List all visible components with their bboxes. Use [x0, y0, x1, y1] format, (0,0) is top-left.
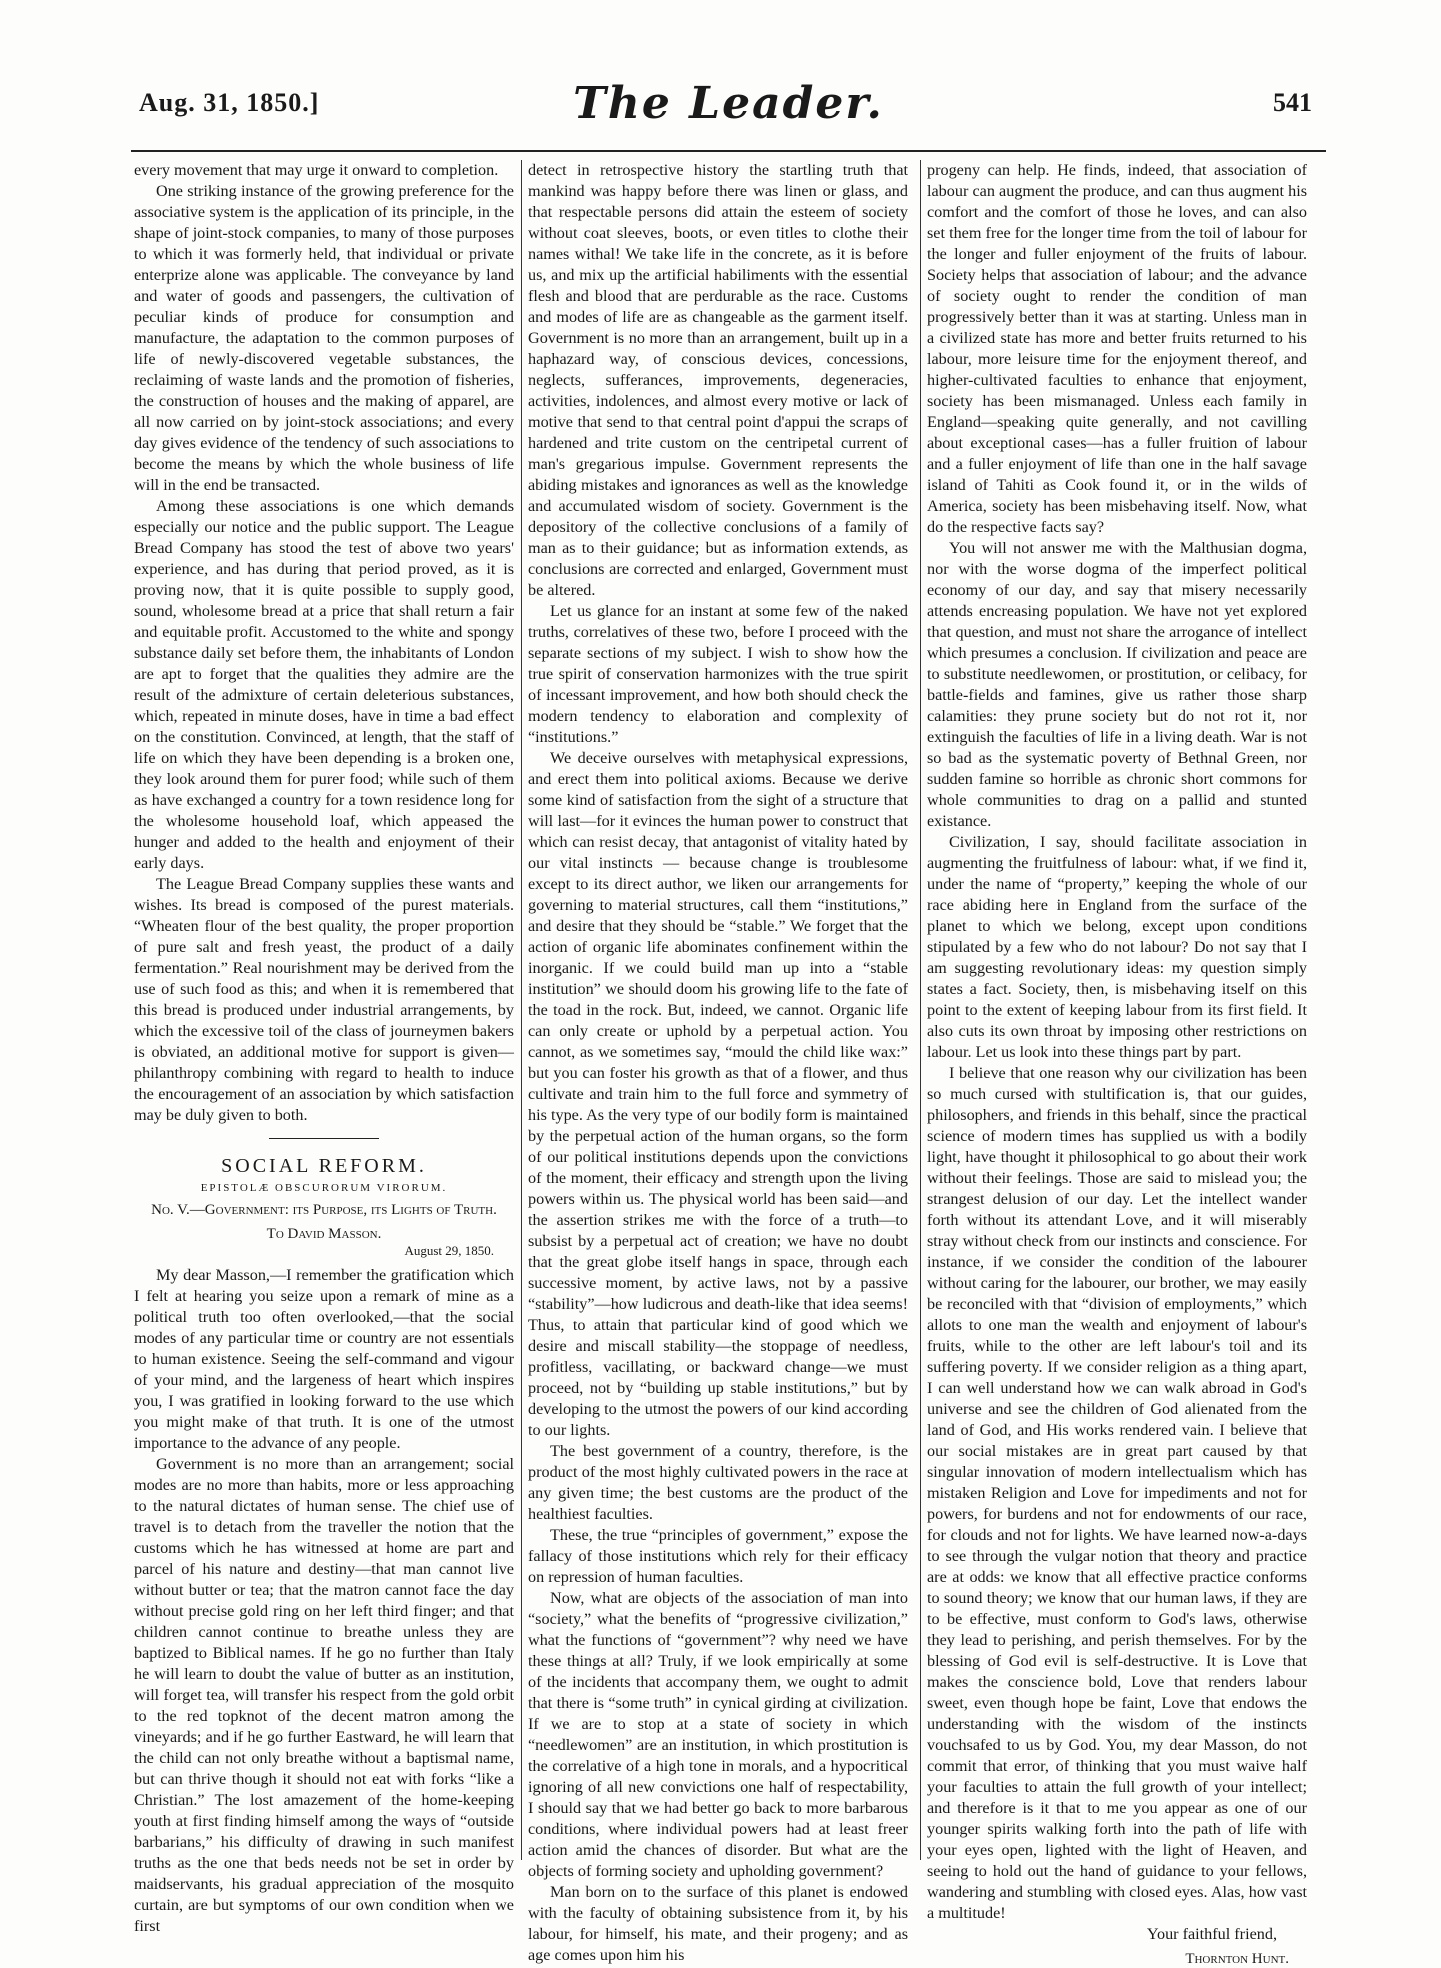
header-rule — [131, 150, 1326, 152]
column-1 — [134, 160, 514, 1935]
paragraph: Government is no more than an arrangement; social modes are no more than habits, more or less approaching to the natural dictates of human sense. The chief use of travel is to detach from the traveller the notion that the customs which he has witnessed at home are part and parcel of his nature and destiny—that man cannot live without butter or tea; that the matron cannot face the day without precise gold ring on her left third finger; and that children cannot continue to breathe unless they are baptized to Biblical names. If he go no further than Italy he will learn to doubt the value of butter as an institution, will forget tea, will transfer his respect from the gold orbit to the red topknot of the decent matron among the vineyards; and if he go further Eastward, he will learn that the child can not only breathe without a baptismal name, but can thrive though it should not eat with forks “like a Christian.” The lost amazement of the home-keeping youth at first finding himself among the ways of “outside barbarians,” his difficulty of drawing in such manifest truths as the one that beds needs not be set in order by maidservants, his gradual appreciation of the mosquito curtain, are but symptoms of our own condition when we first — [134, 1455, 514, 1935]
paragraph: My dear Masson,—I remember the gratification which I felt at hearing you seize upon a remark of mine as a political truth too often overlooked,—that the social modes of any particular time or country are not essentials to human existence. Seeing the self-command and vigour of your mind, and the largeness of heart which inspires you, I was gratified in looking forward to the use which you might make of that truth. It is one of the utmost importance to the advance of any people. — [134, 1266, 514, 1452]
paragraph: Man born on to the surface of this planet is endowed with the faculty of obtaining subsistence from it, by his labour, for himself, his mate, and their progeny; and as age comes upon him his — [528, 1883, 908, 1964]
section-title: SOCIAL REFORM. — [221, 1155, 427, 1177]
issue-date: Aug. 31, 1850.] — [139, 88, 320, 117]
column-divider — [920, 160, 921, 1860]
paragraph: The best government of a country, therefore, is the product of the most highly cultivated powers in the race at any given time; the best customs are the product of the healthiest faculties. — [528, 1442, 908, 1523]
paragraph: detect in retrospective history the startling truth that mankind was happy before there was linen or glass, and that respectable persons did attain the esteem of society without coat sleeves, boots, or even titles to clothe their names withal! We take life in the concrete, as it is before us, and mix up the artificial habiliments with the essential flesh and blood that are perdurable as the race. Customs and modes of life are as changeable as the garment itself. Government is no more than an arrangement, built up in a haphazard way, of conscious devices, concessions, neglects, sufferances, improvements, degeneracies, activities, indolences, and almost every motive or lack of motive that send to that central point d'appui the scraps of hardened and trite custom on the centripetal current of man's gregarious impulse. Government represents the abiding mistakes and ignorances as well as the knowledge and accumulated wisdom of society. Government is the depository of the collective conclusions of a family of man as to their guidance; but as information extends, as conclusions are corrected and enlarged, Government must be altered. — [528, 161, 908, 599]
column-2 — [528, 160, 908, 1964]
paragraph: The League Bread Company supplies these wants and wishes. Its bread is composed of the purest materials. “Wheaten flour of the best quality, the proper proportion of pure salt and fresh yeast, the product of a daily fermentation.” Real nourishment may be derived from the use of such food as this; and when it is remembered that this bread is produced under industrial arrangements, by which the excessive toil of the class of journeymen bakers is obviated, an additional motive for support is given—philanthropy combining with regard to health to induce the encouragement of an association by which satisfaction may be duly given to both. — [134, 875, 514, 1124]
paragraph: progeny can help. He finds, indeed, that association of labour can augment the produce, and can thus augment his comfort and the comfort of those he loves, and can also set them free for the longer time from the toil of labour for the longer and fuller enjoyment of the fruits of labour. Society helps that association of labour; and the advance of society ought to render the condition of man progressively better than it was at starting. Unless man in a civilized state has more and better fruits returned to his labour, more leisure time for the enjoyment thereof, and higher-cultivated faculties to enhance that enjoyment, society has been mismanaged. Unless each family in England—speaking quite generally, and not cavilling about exceptional cases—has a fuller fruition of labour and a fuller enjoyment of life than one in the half savage island of Tahiti as Cook found it, or in the wilds of America, society has been misbehaving itself. Now, what do the respective facts say? — [927, 161, 1307, 536]
masthead — [131, 78, 1326, 144]
column-3 — [927, 160, 1307, 1967]
column-divider — [521, 160, 522, 1860]
paragraph: You will not answer me with the Malthusian dogma, nor with the worse dogma of the imperfect political economy of our day, and say that misery necessarily attends encreasing population. We have not yet explored that question, and must not share the arrogance of intellect which presumes a conclusion. If civilization and peace are to substitute needlewomen, or prostitution, or celibacy, for battle-fields and famines, give us rather those sharp calamities: they prune society but do not rot it, nor extinguish the faculties of life in a living death. War is not so bad as the systematic poverty of Bethnal Green, nor sudden famine so horrible as chronic short commons for whole communities to drag on a pallid and stunted existance. — [927, 539, 1307, 830]
paragraph: every movement that may urge it onward to completion. — [134, 161, 499, 179]
letter-closing: Your faithful friend, — [1146, 1925, 1277, 1943]
newspaper-title: The Leader. — [573, 78, 884, 129]
paragraph: Now, what are objects of the association of man into “society,” what the benefits of “progressive civilization,” what the functions of “government”? why need we have these things at all? Truly, if we look empirically at some of the incidents that accompany them, we ought to admit that there is “some truth” in cynical girding at civilization. If we are to stop at a state of society in which “needlewomen” are an institution, in which prostitution is the correlative of a high tone in morals, and a hypocritical ignoring of all new convictions one half of respectability, I should say that we had better go back to more barbarous conditions, where individual powers had at least freer action amid the chances of disorder. But what are the objects of forming society and upholding government? — [528, 1589, 908, 1880]
paragraph: Civilization, I say, should facilitate association in augmenting the fruitfulness of labour: what, if we find it, under the name of “property,” keeping the whole of our race abiding here in England from the surface of the planet to which we belong, except upon conditions stipulated by a few who do not labour? Do not say that I am suggesting revolutionary ideas: my question simply states a fact. Society, then, is misbehaving itself on this point to the extent of keeping labour from its first field. It also cuts its own throat by imposing other restrictions on labour. Let us look into these things part by part. — [927, 833, 1307, 1061]
paragraph: These, the true “principles of government,” expose the fallacy of those institutions which rely for their efficacy on repression of human faculties. — [528, 1526, 908, 1586]
letter-heading: No. V.—Government: its Purpose, its Lights of Truth. — [151, 1202, 497, 1218]
section-divider — [269, 1138, 379, 1139]
page-number: 541 — [1273, 88, 1312, 117]
section-subtitle: EPISTOLÆ OBSCURORUM VIRORUM. — [200, 1182, 448, 1194]
paragraph: One striking instance of the growing preference for the associative system is the application of its principle, in the shape of joint-stock companies, to many of those purposes to which it was formerly held, that individual or private enterprize alone was applicable. The conveyance by land and water of goods and passengers, the cultivation of peculiar kinds of produce for consumption and manufacture, the adaptation to the common purposes of life of newly-discovered vegetable substances, the reclaiming of waste lands and the promotion of fisheries, the construction of houses and the making of apparel, are all now carried on by joint-stock associations; and every day gives evidence of the tendency of such associations to become the means by which the whole business of life will in the end be transacted. — [134, 182, 514, 494]
letter-addressee: To David Masson. — [266, 1226, 382, 1242]
paragraph: Among these associations is one which demands especially our notice and the public support. The League Bread Company has stood the test of above two years' experience, and has during that period proved, as it is proving now, that it is quite possible to supply good, sound, wholesome bread at a price that shall return a fair and equitable profit. Accustomed to the white and spongy substance daily set before them, the inhabitants of London are apt to forget that the qualities they admire are the result of the admixture of certain deleterious substances, which, repeated in minute doses, have in time a bad effect on the constitution. Convinced, at length, that the staff of life on which they have been depending is a broken one, they look around them for purer food; while such of them as have exchanged a country for a town residence long for the wholesome household loaf, which appeased the hunger and added to the health and enjoyment of their early days. — [134, 497, 514, 872]
paragraph: I believe that one reason why our civilization has been so much cursed with stultification is, that our guides, philosophers, and friends in this behalf, since the practical science of modern times has supplied us with a bodily light, have thought it philosophical to go about their work without their feelings. Those are said to mislead you; the strangest delusion of our day. Let the intellect wander forth without its attendant Love, and it will miserably stray without check from our instincts and conscience. For instance, if we consider the condition of the labourer without caring for the labourer, our brother, we may easily be reconciled with that “division of employments,” which allots to one man the wealth and enjoyment of labour's fruits, while to the other are left labour's toil and its suffering poverty. If we consider religion as a thing apart, I can well understand how we can walk abroad in God's universe and see the children of God alienated from the land of God, and His works rendered vain. I believe that our social mistakes are in great part caused by that singular innovation of modern intellectualism which has mistaken Religion and Love for impediments and not for powers, for burdens and not for endowments of our race, for clouds and not for lights. We have learned now-a-days to see through the vulgar notion that theory and practice are at odds: we know that all effective practice conforms to sound theory; we know that our human laws, if they are to be effective, must conform to God's laws, otherwise they lead to perishing, and perish themselves. For by the blessing of God evil is self-destructive. It is Love that makes the conscience bold, Love that renders labour sweet, even though hope be faint, Love that endows the understanding with the wisdom of the instincts vouchsafed to us by God. You, my dear Masson, do not commit that error, of thinking that you must waive half your faculties to attain the full growth of your intellect; and therefore is it that to me you appear as one of our younger spirits walking forth into the path of life with your eyes open, lighted with the light of Heaven, and seeing to hold out the hand of guidance to your fellows, wandering and stumbling with closed eyes. Alas, how vast a multitude! — [927, 1064, 1307, 1922]
paragraph: Let us glance for an instant at some few of the naked truths, correlatives of these two, before I proceed with the separate sections of my subject. I wish to show how the true spirit of conservation harmonizes with the true spirit of incessant improvement, and how both should check the modern tendency to elaboration and complexity of “institutions.” — [528, 602, 908, 746]
letter-date: August 29, 1850. — [404, 1243, 494, 1258]
paragraph: We deceive ourselves with metaphysical expressions, and erect them into political axioms. Because we derive some kind of satisfaction from the sight of a structure that will last—for it evinces the human power to construct that which can resist decay, that antagonist of vitality hated by our vital instincts — because change is troublesome except to its direct author, we liken our arrangements for governing to material structures, call them “institutions,” and desire that they should be “stable.” We forget that the action of organic life abominates confinement within the inorganic. If we could build man up into a “stable institution” we should doom his growing life to the fate of the toad in the rock. But, indeed, we cannot. Organic life can only create or uphold by a perpetual action. You cannot, as we sometimes say, “mould the child like wax:” but you can foster his growth as that of a flower, and thus cultivate and train him to the full force and symmetry of his type. As the very type of our bodily form is maintained by the perpetual action of the human organs, so the form of our political institutions depends upon the convictions of the moment, their efficacy and strength upon the living powers within us. The physical world has been said—and the assertion strikes me with the force of a truth—to subsist by a perpetual act of creation; we have no doubt that the great globe itself hangs in space, through each successive moment, by active laws, not by a passive “stability”—how ludicrous and death-like that idea seems! Thus, to attain that particular kind of good which we desire and miscall stability—the stoppage of needless, profitless, vacillating, or backward change—we must proceed, not by “building up stable institutions,” but by developing to the utmost the powers of our kind according to our lights. — [528, 749, 908, 1439]
signature: Thornton Hunt. — [1185, 1951, 1289, 1967]
